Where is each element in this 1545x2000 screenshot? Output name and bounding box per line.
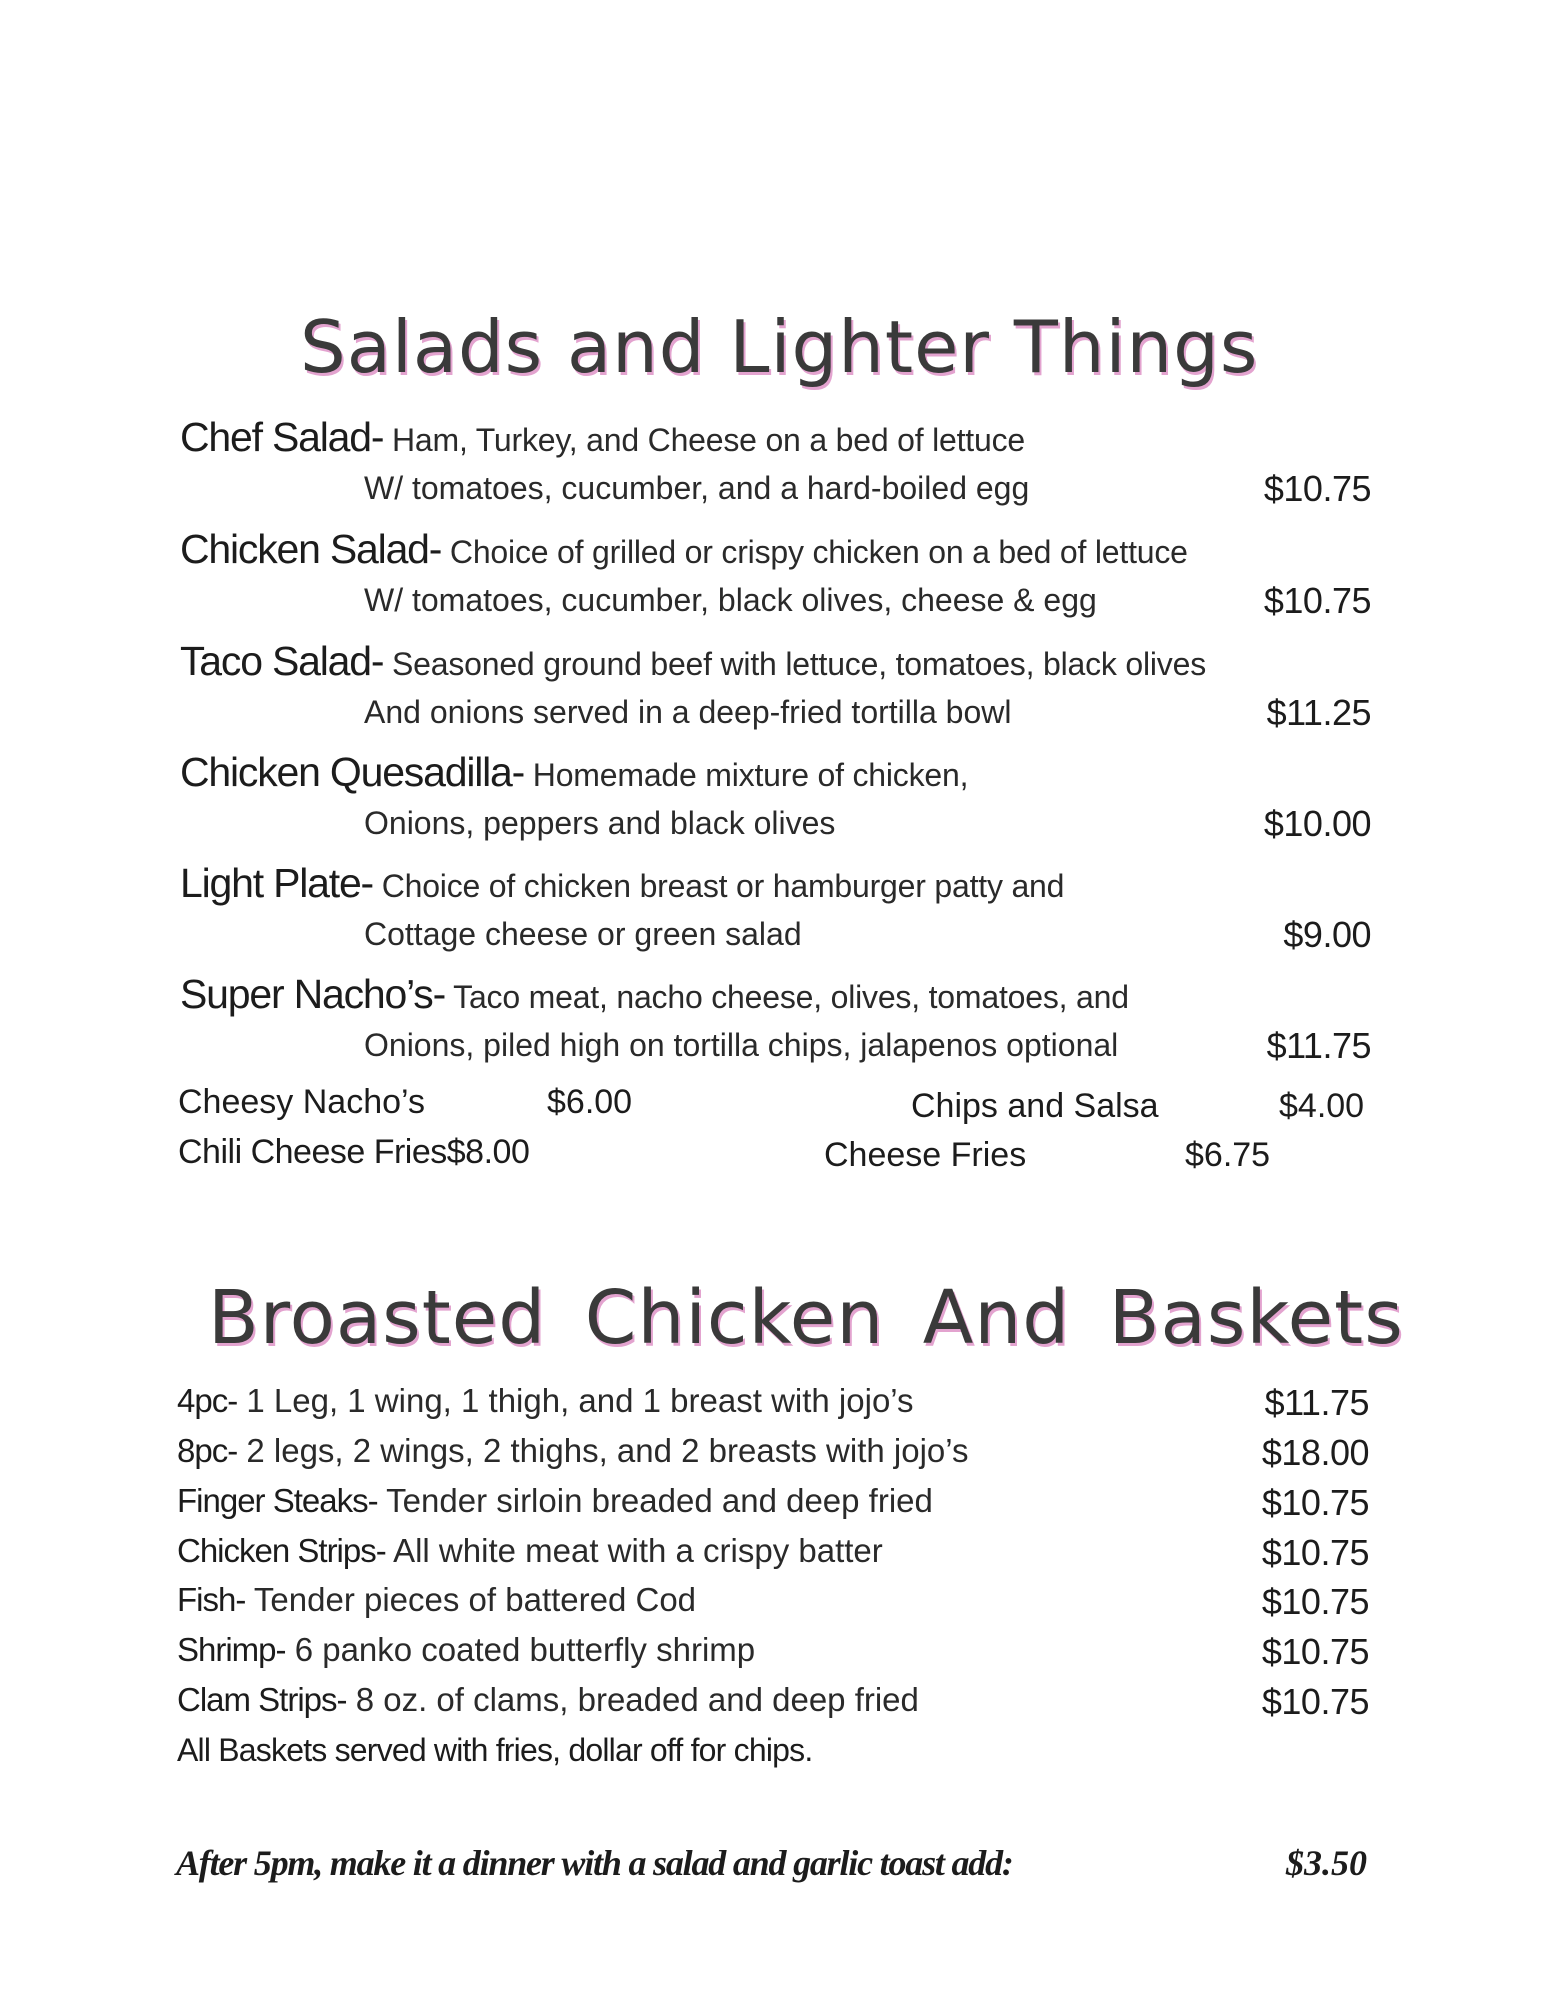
item-price: $9.00 xyxy=(1283,914,1371,955)
side-chili-cheese-fries-price: $8.00 xyxy=(446,1133,530,1171)
side-chips-salsa-price: $4.00 xyxy=(1279,1087,1365,1125)
basket-name: Chicken Strips- xyxy=(177,1532,386,1569)
item-description: Homemade mixture of chicken, xyxy=(524,757,969,793)
basket-price: $10.75 xyxy=(1261,1482,1369,1523)
basket-price: $10.75 xyxy=(1261,1681,1369,1722)
basket-price: $10.75 xyxy=(1261,1532,1369,1573)
basket-description: All white meat with a crispy batter xyxy=(385,1532,883,1569)
baskets-note: All Baskets served with fries, dollar off for chips. xyxy=(177,1732,813,1768)
menu-item-light-plate xyxy=(180,860,1380,972)
item-description-line2: Cottage cheese or green salad xyxy=(364,916,802,952)
item-name: Light Plate- xyxy=(180,860,374,906)
item-name: Chicken Quesadilla- xyxy=(180,749,525,795)
basket-item-clam-strips xyxy=(177,1681,1369,1727)
basket-name: Shrimp- xyxy=(177,1631,286,1668)
basket-description: 2 legs, 2 wings, 2 thighs, and 2 breasts with jojo’s xyxy=(237,1432,969,1469)
basket-item-8pc xyxy=(177,1432,1369,1478)
item-price: $11.75 xyxy=(1266,1025,1371,1066)
item-price: $11.25 xyxy=(1266,692,1371,733)
item-description: Seasoned ground beef with lettuce, tomatoes, black olives xyxy=(383,646,1206,682)
side-cheesy-nachos-name: Cheesy Nacho’s xyxy=(178,1083,425,1121)
basket-item-chicken-strips xyxy=(177,1532,1369,1578)
item-description-line2: W/ tomatoes, cucumber, black olives, cheese & egg xyxy=(364,582,1097,618)
item-description-line2: And onions served in a deep-fried tortilla bowl xyxy=(364,694,1012,730)
basket-item-shrimp xyxy=(177,1631,1369,1677)
side-chili-cheese-fries-name: Chili Cheese Fries xyxy=(178,1133,447,1171)
menu-item-chicken-quesadilla xyxy=(180,749,1380,861)
item-description: Ham, Turkey, and Cheese on a bed of lettuce xyxy=(383,422,1025,458)
broasted-section-title: Broasted Chicken And Baskets xyxy=(208,1275,1404,1361)
basket-price: $18.00 xyxy=(1261,1432,1369,1473)
item-description-line2: Onions, peppers and black olives xyxy=(364,805,836,841)
item-name: Taco Salad- xyxy=(180,638,384,684)
basket-name: Fish- xyxy=(177,1581,246,1618)
side-chili-cheese-fries xyxy=(178,1133,529,1172)
basket-name: Clam Strips- xyxy=(177,1681,347,1718)
item-name: Chef Salad- xyxy=(180,414,384,460)
item-description-line2: Onions, piled high on tortilla chips, jalapenos optional xyxy=(364,1027,1119,1063)
item-price: $10.75 xyxy=(1263,580,1371,621)
dinner-upgrade-note: After 5pm, make it a dinner with a salad and garlic toast add: xyxy=(176,1843,1013,1883)
basket-description: 1 Leg, 1 wing, 1 thigh, and 1 breast with jojo’s xyxy=(237,1382,914,1419)
item-name: Chicken Salad- xyxy=(180,526,442,572)
basket-description: 8 oz. of clams, breaded and deep fried xyxy=(346,1681,919,1718)
menu-item-chef-salad xyxy=(180,414,1380,526)
basket-item-finger-steaks xyxy=(177,1482,1369,1528)
salads-section-title: Salads and Lighter Things xyxy=(300,305,1259,389)
basket-description: 6 panko coated butterfly shrimp xyxy=(285,1631,756,1668)
item-name: Super Nacho’s- xyxy=(180,971,446,1017)
menu-item-taco-salad xyxy=(180,638,1380,750)
side-cheese-fries-name: Cheese Fries xyxy=(824,1136,1027,1174)
basket-description: Tender sirloin breaded and deep fried xyxy=(377,1482,933,1519)
item-description: Taco meat, nacho cheese, olives, tomatoes, and xyxy=(445,979,1129,1015)
side-cheesy-nachos-price: $6.00 xyxy=(547,1083,633,1121)
item-description: Choice of chicken breast or hamburger patty and xyxy=(373,868,1065,904)
side-cheese-fries-price: $6.75 xyxy=(1185,1136,1271,1174)
menu-item-super-nachos xyxy=(180,971,1380,1083)
basket-price: $10.75 xyxy=(1261,1631,1369,1672)
basket-name: 4pc- xyxy=(177,1382,238,1419)
menu-item-chicken-salad xyxy=(180,526,1380,638)
basket-name: 8pc- xyxy=(177,1432,238,1469)
basket-price: $10.75 xyxy=(1261,1581,1369,1622)
item-price: $10.00 xyxy=(1263,803,1371,844)
item-description: Choice of grilled or crispy chicken on a bed of lettuce xyxy=(441,534,1188,570)
basket-name: Finger Steaks- xyxy=(177,1482,378,1519)
item-description-line2: W/ tomatoes, cucumber, and a hard-boiled egg xyxy=(364,470,1030,506)
dinner-upgrade-price: $3.50 xyxy=(1286,1843,1367,1883)
basket-item-4pc xyxy=(177,1382,1369,1428)
side-chips-salsa-name: Chips and Salsa xyxy=(911,1087,1159,1125)
basket-price: $11.75 xyxy=(1264,1382,1369,1423)
basket-description: Tender pieces of battered Cod xyxy=(245,1581,697,1618)
basket-item-fish xyxy=(177,1581,1369,1627)
item-price: $10.75 xyxy=(1263,468,1371,509)
